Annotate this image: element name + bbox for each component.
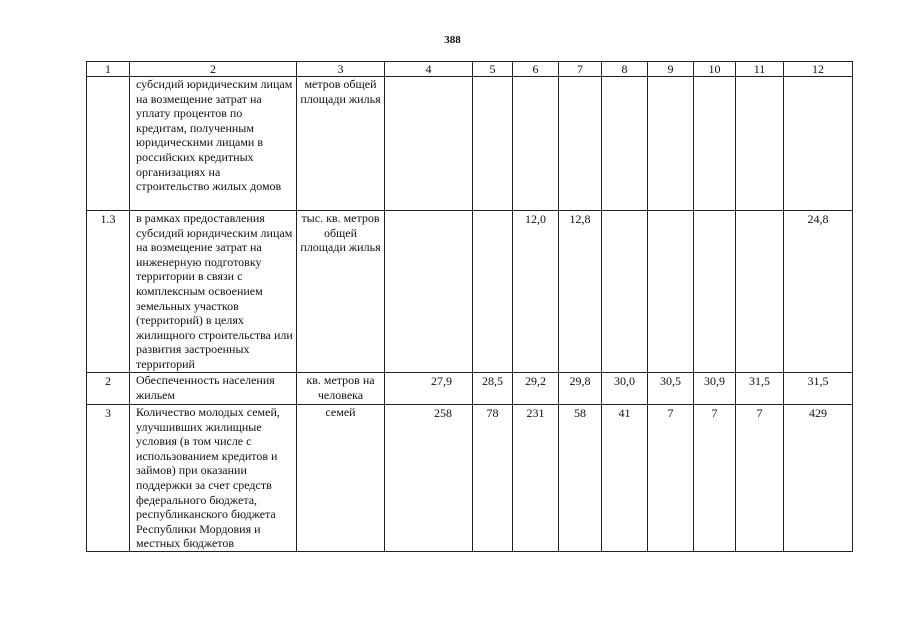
column-header: 5 — [473, 62, 513, 77]
column-header: 3 — [297, 62, 385, 77]
column-header: 10 — [694, 62, 736, 77]
column-header: 9 — [648, 62, 694, 77]
value-cell — [648, 211, 694, 373]
value-cell — [694, 211, 736, 373]
value-cell — [648, 77, 694, 211]
unit-cell: метров общей площади жилья — [297, 77, 385, 211]
row-number: 1.3 — [87, 211, 130, 373]
value-cell: 30,0 — [602, 373, 648, 405]
column-header: 2 — [130, 62, 297, 77]
header-row — [87, 62, 853, 77]
column-header: 12 — [784, 62, 853, 77]
column-header: 1 — [87, 62, 130, 77]
value-cell: 31,5 — [784, 373, 853, 405]
row-number: 2 — [87, 373, 130, 405]
table-row — [87, 77, 853, 211]
value-cell: 27,9 — [385, 373, 473, 405]
value-cell: 58 — [559, 405, 602, 552]
value-cell: 231 — [513, 405, 559, 552]
column-header: 6 — [513, 62, 559, 77]
value-cell: 258 — [385, 405, 473, 552]
value-cell: 41 — [602, 405, 648, 552]
indicator-name: субсидий юридическим лицам на возмещение затрат на уплату процентов по кредитам, полученным юридическими лицами в российских кредитных организациях на строительство жилых домов — [130, 77, 297, 211]
value-cell — [473, 211, 513, 373]
value-cell — [784, 77, 853, 211]
table-row — [87, 373, 853, 405]
value-cell — [694, 77, 736, 211]
value-cell: 12,0 — [513, 211, 559, 373]
indicators-table — [86, 61, 853, 552]
value-cell: 31,5 — [736, 373, 784, 405]
unit-cell: тыс. кв. метров общей площади жилья — [297, 211, 385, 373]
table-row — [87, 211, 853, 373]
value-cell — [473, 77, 513, 211]
page-number: 388 — [444, 34, 461, 46]
value-cell — [736, 211, 784, 373]
row-number — [87, 77, 130, 211]
column-header: 4 — [385, 62, 473, 77]
value-cell: 78 — [473, 405, 513, 552]
value-cell — [602, 211, 648, 373]
unit-cell: кв. метров на человека — [297, 373, 385, 405]
value-cell — [736, 77, 784, 211]
indicator-name: Количество молодых семей, улучшивших жилищные условия (в том числе с использованием кредитов и займов) при оказании поддержки за счет средств федерального бюджета, республиканского бюджета Республики Мордовия и местных бюджетов — [130, 405, 297, 552]
value-cell: 7 — [648, 405, 694, 552]
value-cell — [385, 211, 473, 373]
value-cell: 24,8 — [784, 211, 853, 373]
table-row — [87, 405, 853, 552]
indicator-name: в рамках предоставления субсидий юридическим лицам на возмещение затрат на инженерную подготовку территории в связи с комплексным освоением земельных участков (территорий) в целях жилищного строительства или развития застроенных территорий — [130, 211, 297, 373]
value-cell: 29,8 — [559, 373, 602, 405]
value-cell: 30,9 — [694, 373, 736, 405]
value-cell — [385, 77, 473, 211]
value-cell: 429 — [784, 405, 853, 552]
column-header: 7 — [559, 62, 602, 77]
unit-cell: семей — [297, 405, 385, 552]
value-cell — [602, 77, 648, 211]
value-cell: 7 — [694, 405, 736, 552]
value-cell — [559, 77, 602, 211]
value-cell: 29,2 — [513, 373, 559, 405]
column-header: 8 — [602, 62, 648, 77]
value-cell: 30,5 — [648, 373, 694, 405]
indicator-name: Обеспеченность населения жильем — [130, 373, 297, 405]
value-cell — [513, 77, 559, 211]
value-cell: 28,5 — [473, 373, 513, 405]
value-cell: 7 — [736, 405, 784, 552]
value-cell: 12,8 — [559, 211, 602, 373]
row-number: 3 — [87, 405, 130, 552]
column-header: 11 — [736, 62, 784, 77]
